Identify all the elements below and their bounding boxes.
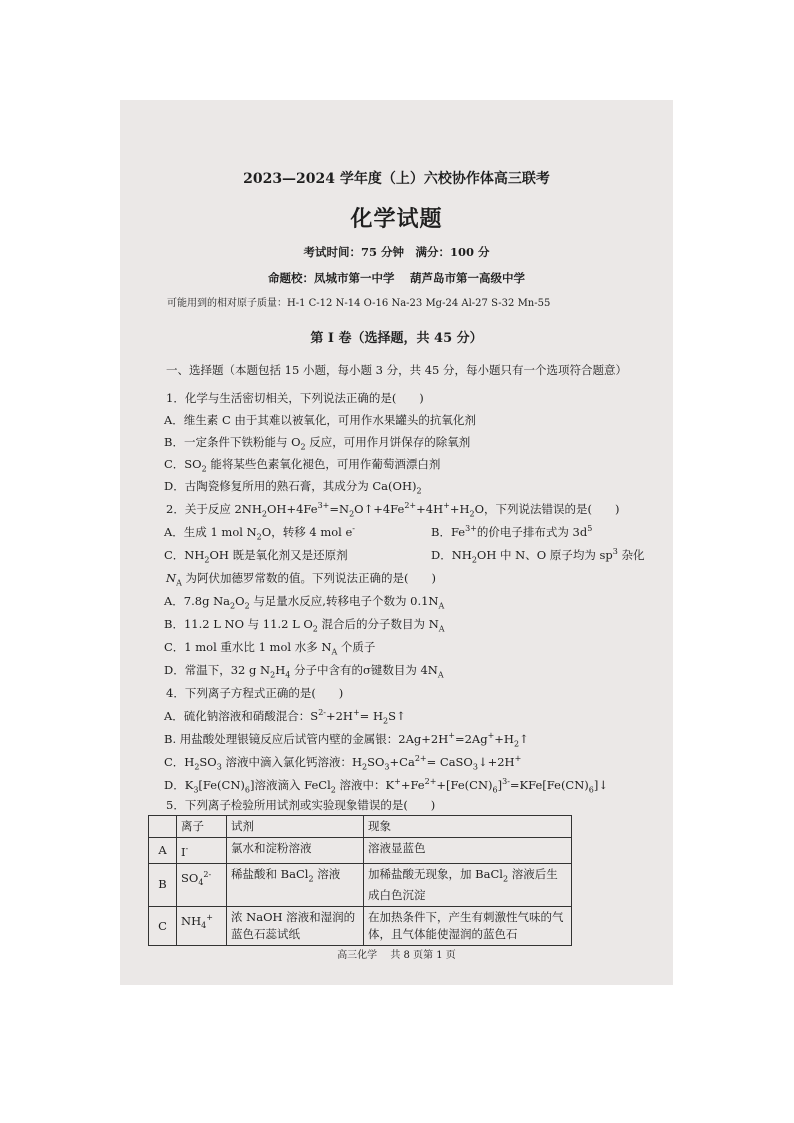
table-row xyxy=(149,907,572,946)
result-cell: 加稀盐酸无现象，加 BaCl$_2$ 溶液后生成白色沉淀 xyxy=(364,863,572,906)
q3-option-d: D．常温下，32 g $N_2H_4$ 分子中含有的σ键数目为 $4N_A$ xyxy=(164,663,444,680)
q1-option-a: A．维生素 C 由于其难以被氧化，可用作水果罐头的抗氧化剂 xyxy=(164,413,476,427)
q4-option-a: A．硫化钠溶液和硝酸混合：$S^{2-}+2H^+=$ $H_2S↑$ xyxy=(164,708,406,726)
table-header-cell: 现象 xyxy=(364,816,572,838)
q1-option-c: C．$SO_2$ 能将某些色素氧化褪色，可用作葡萄酒漂白剂 xyxy=(164,457,441,474)
ion-cell: $NH_4^+$ xyxy=(177,907,227,946)
ion-test-table xyxy=(148,815,572,946)
row-label: B xyxy=(149,863,177,906)
reagent-cell: 浓 NaOH 溶液和湿润的蓝色石蕊试纸 xyxy=(227,907,364,946)
q3-option-c: C．1 mol 重水比 1 mol 水多 $N_A$ 个质子 xyxy=(164,640,376,657)
q1-option-d: D．古陶瓷修复所用的熟石膏，其成分为 $Ca(OH)_2$ xyxy=(164,479,422,496)
table-row xyxy=(149,838,572,864)
table-header-cell xyxy=(149,816,177,838)
table-row xyxy=(149,863,572,906)
result-cell: 在加热条件下，产生有刺激性气味的气体，且气体能使湿润的蓝色石 xyxy=(364,907,572,946)
q4-stem: 4．下列离子方程式正确的是( ) xyxy=(166,686,344,700)
section-title: 第 I 卷（选择题，共 45 分） xyxy=(310,331,483,346)
q3-option-b: B．11.2 L NO 与 11.2 L $O_2$ 混合后的分子数目为 $N_A$ xyxy=(164,617,445,634)
q1-stem: 1．化学与生活密切相关，下列说法正确的是( ) xyxy=(166,391,424,405)
q2-option-d: D．$NH_2OH$ 中 N、O 原子均为 $sp^3$ 杂化 xyxy=(431,547,645,565)
row-label: A xyxy=(149,838,177,864)
q2-option-a: A．生成 1 mol $N_2O$，转移 4 mol e- xyxy=(164,524,355,542)
table-header-cell: 试剂 xyxy=(227,816,364,838)
table-header-row xyxy=(149,816,572,838)
q1-option-b: B．一定条件下铁粉能与 $O_2$ 反应，可用作月饼保存的除氧剂 xyxy=(164,435,471,452)
q4-option-c: C．$H_2SO_3$ 溶液中滴入氯化钙溶液：$H_2SO_3+Ca^{2+}=$ CaSO$_3$↓+2H+ xyxy=(164,754,522,772)
section-instruction: 一、选择题（本题包括 15 小题，每小题 3 分，共 45 分，每小题只有一个选项符合题意） xyxy=(166,363,628,377)
q5-stem: 5．下列离子检验所用试剂或实验现象错误的是( ) xyxy=(166,798,436,812)
q2-option-c: C．$NH_2OH$ 既是氧化剂又是还原剂 xyxy=(164,548,348,565)
exam-page xyxy=(120,100,673,985)
q4-option-d: D．$K_3[Fe(CN)_6]$溶液滴入 FeCl$_2$ 溶液中：$K^++Fe^{2+}+[Fe(CN)_6]^{3-}=KFe[Fe(CN)_6]↓$ xyxy=(164,777,609,795)
reagent-cell: 稀盐酸和 BaCl$_2$ 溶液 xyxy=(227,863,364,906)
atomic-masses: 可能用到的相对原子质量：H-1 C-12 N-14 O-16 Na-23 Mg-24 Al-27 S-32 Mn-55 xyxy=(167,298,551,309)
exam-title: 2023—2024 学年度（上）六校协作体高三联考 xyxy=(243,171,550,187)
ion-cell: I- xyxy=(177,838,227,864)
table-header-cell: 离子 xyxy=(177,816,227,838)
q3-stem: $N_A$ 为阿伏加德罗常数的值。下列说法正确的是( ) xyxy=(166,571,436,588)
q2-option-b: B．$Fe^{3+}$的价电子排布式为 $3d^5$ xyxy=(431,524,593,539)
subject-title: 化学试题 xyxy=(350,206,443,232)
reagent-cell: 氯水和淀粉溶液 xyxy=(227,838,364,864)
q3-option-a: A．7.8g $Na_2O_2$ 与足量水反应,转移电子个数为 $0.1N_A$ xyxy=(164,594,445,611)
result-cell: 溶液显蓝色 xyxy=(364,838,572,864)
q4-option-b: B. 用盐酸处理银镜反应后试管内壁的金属银：$2Ag+2H^+=2Ag^++H_2↑$ xyxy=(164,731,529,749)
q2-stem: 2．关于反应 $2NH_2OH+4Fe^{3+}=N_2O↑+4Fe^{2+}+4H^++H_2O$，下列说法错误的是( ) xyxy=(166,501,620,519)
ion-cell: $SO_4^{2-}$ xyxy=(177,863,227,906)
row-label: C xyxy=(149,907,177,946)
page-footer: 高三化学 共 8 页第 1 页 xyxy=(337,950,456,961)
exam-schools: 命题校：凤城市第一中学 葫芦岛市第一高级中学 xyxy=(267,271,525,285)
exam-time-score: 考试时间：75 分钟 满分：100 分 xyxy=(303,245,490,259)
